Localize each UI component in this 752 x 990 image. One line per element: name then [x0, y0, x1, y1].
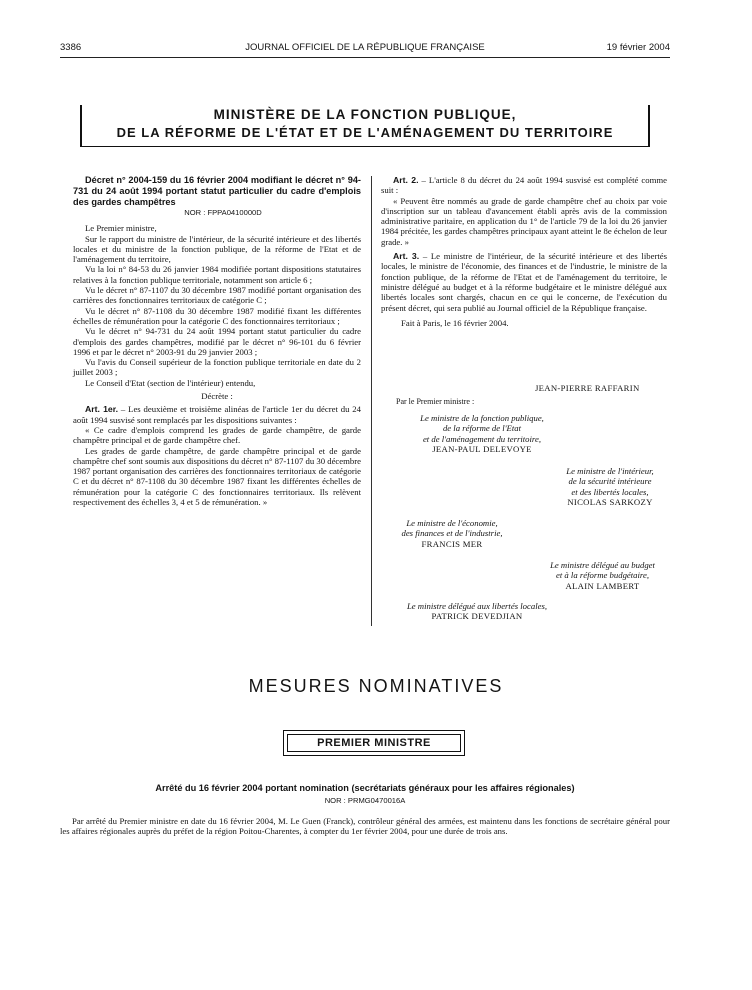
header-rule	[60, 57, 670, 58]
article-1-text: – Les deuxième et troisième alinéas de l'article 1er du décret du 24 août 1994 susvisé sont remplacés par les dispositions suivantes :	[73, 404, 361, 425]
sig1-role-line: Le ministre de la fonction publique,	[420, 413, 544, 423]
signature-block-4	[525, 560, 680, 591]
visa-line: Vu le décret n° 94-731 du 24 août 1994 portant statut particulier du cadre d'emplois des gardes champêtres, modifié par le décret n° 96-101 du 6 février 1996 et par le décret n° 2003-91 du 29 janvier 2003 ;	[73, 326, 361, 357]
article-1-label: Art. 1er.	[85, 404, 119, 415]
visa-line: Vu l'avis du Conseil supérieur de la fonction publique territoriale en date du 2 juillet 2003 ;	[73, 357, 361, 378]
par-le-premier-ministre: Par le Premier ministre :	[396, 397, 475, 406]
sig3-role-line: des finances et de l'industrie,	[401, 528, 503, 539]
signature-block-1	[382, 413, 582, 454]
article-2-text: – L'article 8 du décret du 24 août 1994 susvisé est complété comme suit :	[381, 175, 667, 196]
ministry-line-1: MINISTÈRE DE LA FONCTION PUBLIQUE,	[213, 107, 517, 122]
visa-line: Le Conseil d'Etat (section de l'intérieur) entendu,	[85, 377, 256, 388]
arrete-text: Par arrêté du Premier ministre en date du 16 février 2004, M. Le Guen (Franck), contrôleur général des armées, est maintenu dans les fonctions de secrétaire général pour les affaires régionales auprès du préfet de la région Poitou-Charentes, à compter du 1er février 2004, pour une durée de trois ans.	[60, 816, 670, 837]
sig5-name: PATRICK DEVEDJIAN	[431, 611, 523, 622]
article-2-quote: « Peuvent être nommés au grade de garde champêtre chef au choix par voie d'inscription sur un tableau d'avancement établi après avis de la commission administrative paritaire, en application du 1° de l'article 79 de la loi du 26 janvier 1984 précitée, les gardes champêtres principaux ayant atteint le 8e échelon de leur grade. »	[381, 195, 667, 247]
decrete: Décrète :	[201, 391, 233, 402]
arrete-nor: NOR : PRMG0470016A	[324, 796, 406, 805]
sig4-name: ALAIN LAMBERT	[565, 580, 640, 591]
visa-line: Vu la loi n° 84-53 du 26 janvier 1984 modifiée portant dispositions statutaires relatives à la fonction publique territoriale, notamment son article 6 ;	[73, 264, 361, 285]
visa-line: Le Premier ministre,	[85, 223, 157, 234]
arrete-title: Arrêté du 16 février 2004 portant nomination (secrétariats généraux pour les affaires régionales)	[155, 783, 575, 793]
sig2-role-line: de la sécurité intérieure	[568, 476, 652, 487]
ministry-line-2: DE LA RÉFORME DE L'ÉTAT ET DE L'AMÉNAGEMENT DU TERRITOIRE	[116, 125, 614, 140]
premier-ministre-box	[283, 730, 465, 756]
issue-date: 19 février 2004	[606, 42, 670, 53]
right-column	[381, 175, 667, 328]
article-1	[73, 404, 361, 425]
sig1-role-line: de la réforme de l'Etat	[442, 423, 522, 434]
signatory-pm	[535, 383, 640, 393]
article-3-text: – Le ministre de l'intérieur, de la sécurité intérieure et des libertés locales, le ministre de l'économie, des finances et de l'industrie, le ministre de la fonction publique, de la réforme de l'Etat et de l'aménagement du territoire, le ministre délégué au budget et à la réforme budgétaire et le ministre délégué aux libertés locales sont chargés, chacun en ce qui le concerne, de l'exécution du présent décret, qui sera publié au Journal officiel de la République française.	[381, 251, 667, 313]
ministry-underline	[82, 146, 648, 147]
visa-line: Vu le décret n° 87-1107 du 30 décembre 1987 modifié portant organisation des carrières des fonctionnaires territoriaux de catégorie C ;	[73, 285, 361, 306]
article-2-label: Art. 2.	[393, 175, 419, 185]
page-header	[60, 42, 670, 56]
visa-line: Vu le décret n° 87-1108 du 30 décembre 1987 modifié fixant les différentes échelles de rémunération pour la catégorie C des fonctionnaires territoriaux ;	[73, 305, 361, 326]
decret-nor: NOR : FPPA0410000D	[184, 208, 262, 217]
decret-title: Décret n° 2004-159 du 16 février 2004 modifiant le décret n° 94-731 du 24 août 1994 portant statut particulier du cadre d'emplois des gardes champêtres	[73, 175, 361, 207]
signature-block-3	[382, 518, 522, 549]
left-column	[73, 175, 361, 507]
sig2-name: NICOLAS SARKOZY	[567, 496, 653, 507]
sig3-role-line: Le ministre de l'économie,	[406, 518, 498, 528]
visa-line: Sur le rapport du ministre de l'intérieur, de la sécurité intérieure et des libertés locales et du ministre de la fonction publique, de la réforme de l'Etat et de l'aménagement du territoire,	[73, 233, 361, 265]
ministry-heading	[80, 105, 650, 147]
journal-title: JOURNAL OFFICIEL DE LA RÉPUBLIQUE FRANÇAISE	[245, 42, 485, 53]
signature-block-2	[530, 466, 690, 507]
sig2-role-line: et des libertés locales,	[571, 486, 649, 497]
column-separator	[371, 176, 372, 626]
article-1-quote-1: « Ce cadre d'emplois comprend les grades de garde champêtre, de garde champêtre principal et de garde champêtre chef.	[73, 424, 361, 446]
page-number: 3386	[60, 42, 82, 53]
mesures-nominatives-heading: MESURES NOMINATIVES	[248, 676, 504, 696]
article-3-label: Art. 3.	[393, 251, 420, 262]
sig4-role-line: Le ministre délégué au budget	[550, 560, 655, 570]
sig5-role-line: Le ministre délégué aux libertés locales,	[406, 601, 548, 611]
fait-a-paris: Fait à Paris, le 16 février 2004.	[401, 317, 509, 328]
sig2-role-line: Le ministre de l'intérieur,	[566, 466, 654, 476]
sig3-name: FRANCIS MER	[421, 538, 483, 549]
article-1-quote-2: Les grades de garde champêtre, de garde champêtre principal et de garde champêtre chef sont soumis aux dispositions du décret n° 87-1107 du 30 décembre 1987 portant organisation des carrières des fonctionnaires territoriaux de catégorie C et du décret n° 87-1108 du 30 décembre 1987 fixant les différentes échelles de rémunération pour la catégorie C des fonctionnaires territoriaux. Ils relèvent respectivement des échelles 3, 4 et 5 de rémunération. »	[73, 445, 361, 508]
signature-block-5	[382, 601, 572, 622]
sig1-role-line: et de l'aménagement du territoire,	[422, 433, 542, 444]
article-2	[381, 175, 667, 196]
signatory-pm-name: JEAN-PIERRE RAFFARIN	[535, 383, 640, 393]
sig4-role-line: et à la réforme budgétaire,	[555, 570, 650, 581]
article-3	[381, 251, 667, 313]
premier-ministre-label: PREMIER MINISTRE	[287, 734, 461, 752]
sig1-name: JEAN-PAUL DELEVOYE	[432, 443, 532, 454]
